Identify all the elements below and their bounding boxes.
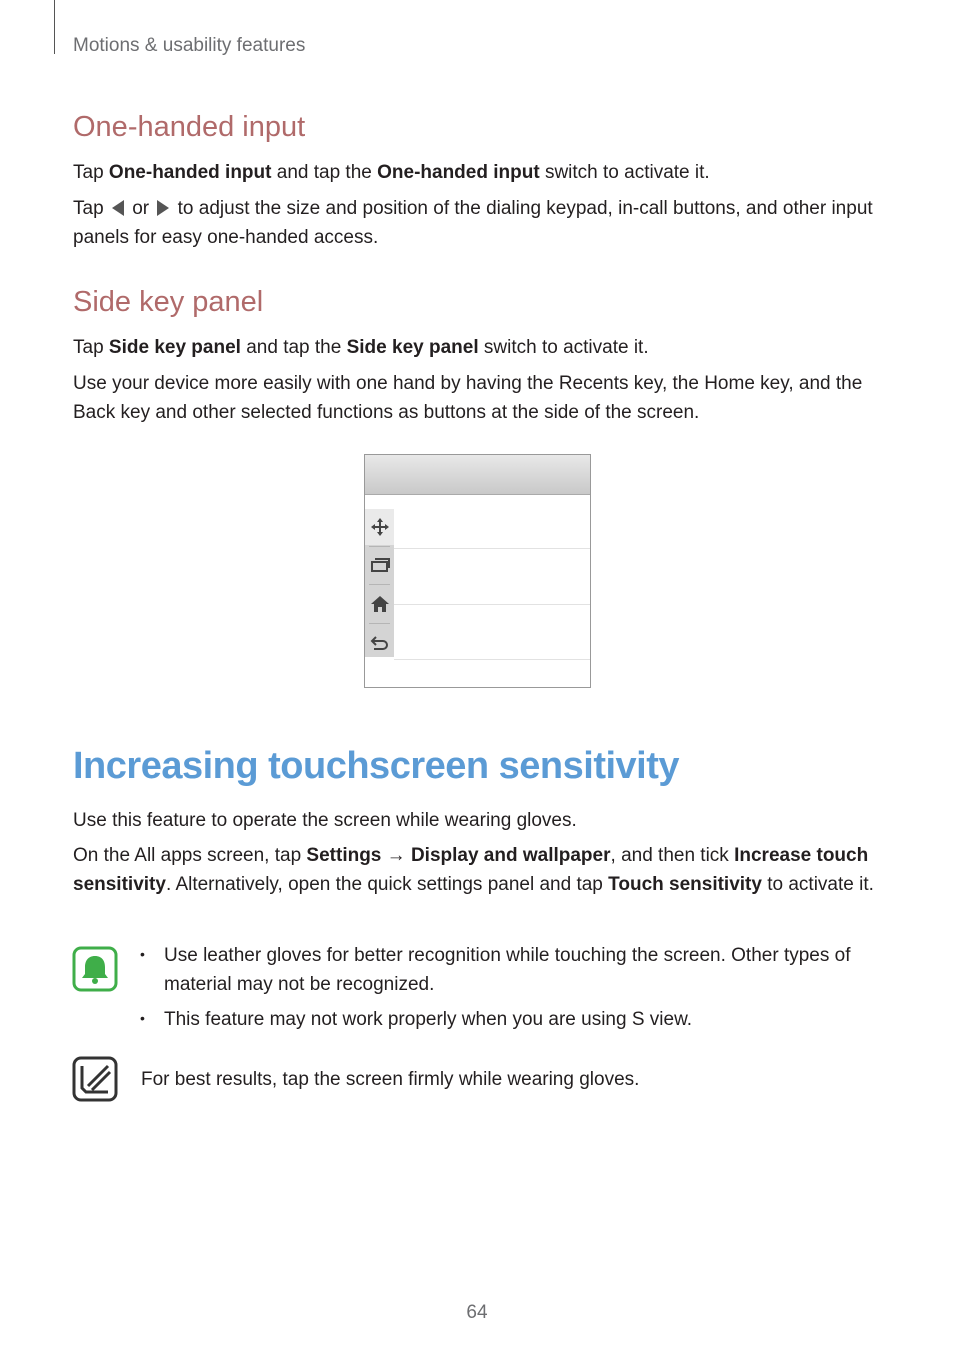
one-handed-input-heading: One-handed input [73, 111, 306, 143]
one-handed-paragraph-2: Tap or to adjust the size and position of the dialing keypad, in-call buttons, and other input panels for easy one-handed access. [73, 198, 873, 248]
side-key-strip [365, 509, 394, 657]
figure-status-bar [365, 455, 590, 495]
side-key-paragraph-2: Use your device more easily with one hand by having the Recents key, the Home key, and the Back key and other selected functions as buttons at the side of the screen. [73, 373, 863, 423]
bullet: • [140, 946, 145, 962]
pen-note-icon [72, 1056, 118, 1102]
side-key-panel-heading: Side key panel [73, 286, 264, 318]
touchscreen-sensitivity-heading: Increasing touchscreen sensitivity [73, 745, 680, 787]
figure-divider [394, 659, 590, 660]
side-key-panel-figure [364, 454, 591, 688]
bullet: • [140, 1010, 145, 1026]
one-handed-paragraph-1: Tap One-handed input and tap the One-handed input switch to activate it. [73, 162, 710, 183]
sensitivity-paragraph-1: Use this feature to operate the screen while wearing gloves. [73, 810, 577, 831]
left-arrow-icon [112, 200, 124, 216]
figure-divider [394, 604, 590, 605]
move-icon [365, 509, 394, 545]
bell-icon [72, 946, 118, 992]
running-header: Motions & usability features [73, 35, 306, 56]
right-arrow-icon [157, 200, 169, 216]
caution-item: This feature may not work properly when you are using S view. [164, 1009, 693, 1030]
home-icon [365, 586, 394, 622]
header-rule [54, 0, 55, 54]
caution-item: Use leather gloves for better recognition while touching the screen. Other types of material may not be recognized. [164, 945, 851, 995]
figure-divider [394, 548, 590, 549]
sensitivity-paragraph-2: On the All apps screen, tap Settings → Display and wallpaper, and then tick Increase touch sensitivity. Alternatively, open the quick settings panel and tap Touch sensitivity to activate it. [73, 845, 874, 895]
recents-icon [365, 547, 394, 583]
tip-text: For best results, tap the screen firmly while wearing gloves. [141, 1069, 640, 1090]
page-number: 64 [466, 1302, 488, 1323]
back-icon [365, 625, 394, 661]
side-key-paragraph-1: Tap Side key panel and tap the Side key panel switch to activate it. [73, 337, 649, 358]
